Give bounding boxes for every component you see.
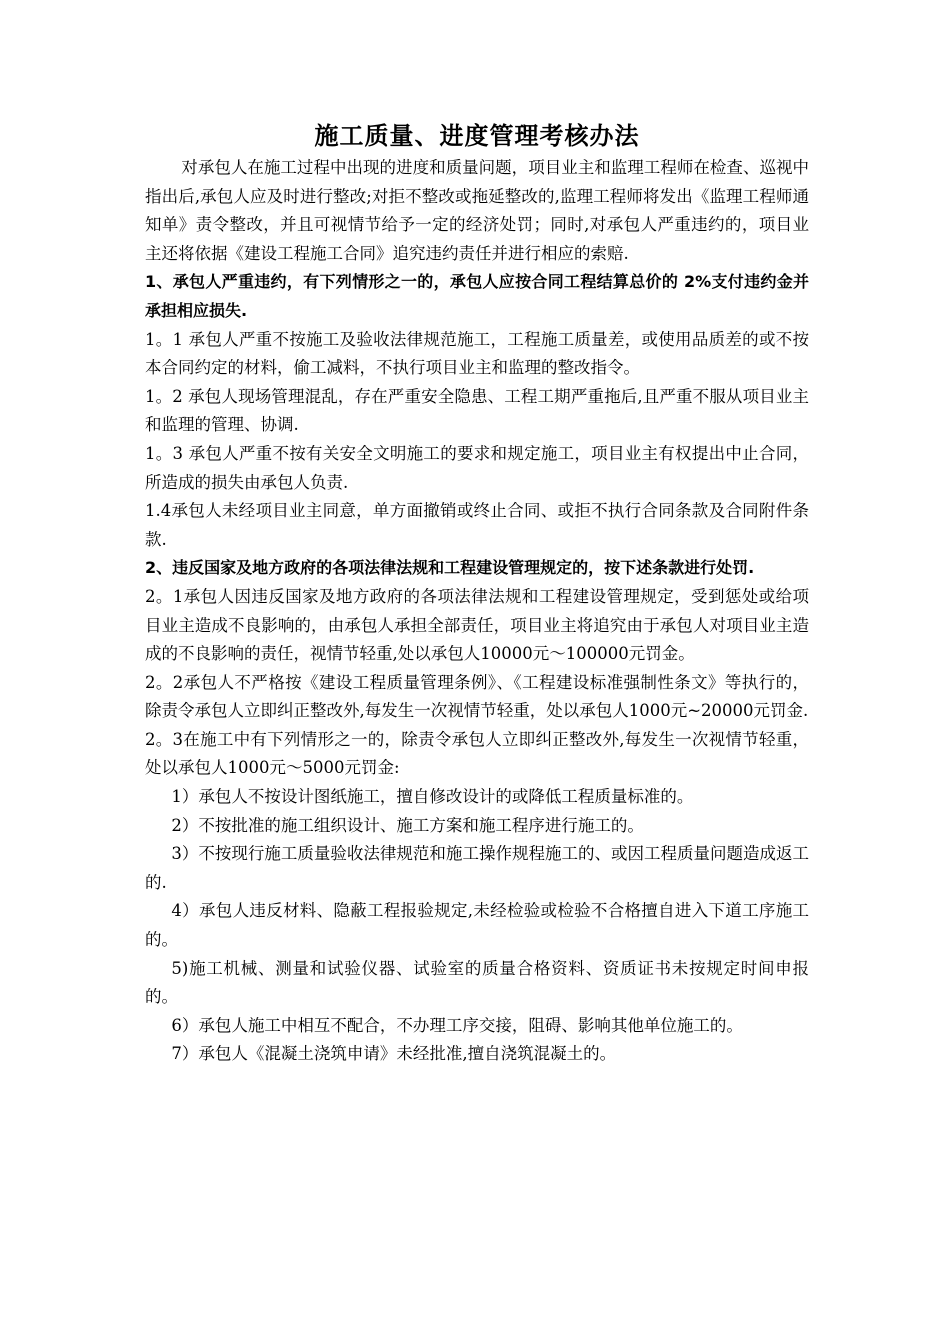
clause-2-2: 2。2承包人不严格按《建设工程质量管理条例》、《工程建设标准强制性条文》等执行的，除责令承包人立即纠正整改外,每发生一次视情节轻重，处以承包人1000元~20000元罚金. — [145, 672, 809, 721]
subitem-2: 2）不按批准的施工组织设计、施工方案和施工程序进行施工的。 — [171, 815, 644, 835]
document-page — [145, 118, 809, 1069]
document-title: 施工质量、进度管理考核办法 — [314, 122, 640, 150]
clause-1-1: 1。1 承包人严重不按施工及验收法律规范施工，工程施工质量差，或使用品质差的或不按本合同约定的材料，偷工减料，不执行项目业主和监理的整改指令。 — [145, 329, 809, 378]
clause-1-2: 1。2 承包人现场管理混乱，存在严重安全隐患、工程工期严重拖后,且严重不服从项目业主和监理的管理、协调. — [145, 386, 809, 435]
subitem-6: 6）承包人施工中相互不配合，不办理工序交接，阻碍、影响其他单位施工的。 — [171, 1015, 743, 1035]
clause-2-1: 2。1承包人因违反国家及地方政府的各项法律法规和工程建设管理规定，受到惩处或给项目业主造成不良影响的，由承包人承担全部责任，项目业主将追究由于承包人对项目业主造成的不良影响的责任，视情节轻重,处以承包人10000元～100000元罚金。 — [145, 586, 809, 664]
subitem-1: 1）承包人不按设计图纸施工，擅自修改设计的或降低工程质量标准的。 — [171, 787, 694, 807]
subitem-7: 7）承包人《混凝土浇筑申请》未经批准,擅自浇筑混凝土的。 — [171, 1044, 617, 1064]
subitem-4: 4）承包人违反材料、隐蔽工程报验规定,未经检验或检验不合格擅自进入下道工序施工的。 — [145, 901, 809, 950]
section-1-heading: 1、承包人严重违约，有下列情形之一的，承包人应按合同工程结算总价的 2%支付违约金并承担相应损失. — [145, 272, 809, 320]
clause-1-4: 1.4承包人未经项目业主同意，单方面撤销或终止合同、或拒不执行合同条款及合同附件条款. — [145, 501, 809, 549]
subitem-3: 3）不按现行施工质量验收法律规范和施工操作规程施工的、或因工程质量问题造成返工的. — [145, 844, 809, 892]
subitem-5: 5)施工机械、测量和试验仪器、试验室的质量合格资料、资质证书未按规定时间申报的。 — [145, 958, 809, 1007]
intro-paragraph: 对承包人在施工过程中出现的进度和质量问题，项目业主和监理工程师在检查、巡视中指出后,承包人应及时进行整改;对拒不整改或拖延整改的,监理工程师将发出《监理工程师通知单》责令整改，并且可视情节给予一定的经济处罚；同时,对承包人严重违约的，项目业主还将依据《建设工程施工合同》追究违约责任并进行相应的索赔. — [145, 158, 809, 263]
clause-2-3: 2。3在施工中有下列情形之一的，除责令承包人立即纠正整改外,每发生一次视情节轻重，处以承包人1000元～5000元罚金: — [145, 729, 809, 778]
clause-1-3: 1。3 承包人严重不按有关安全文明施工的要求和规定施工，项目业主有权提出中止合同，所造成的损失由承包人负责. — [145, 443, 809, 492]
section-2-heading: 2、违反国家及地方政府的各项法律法规和工程建设管理规定的，按下述条款进行处罚. — [145, 558, 755, 578]
